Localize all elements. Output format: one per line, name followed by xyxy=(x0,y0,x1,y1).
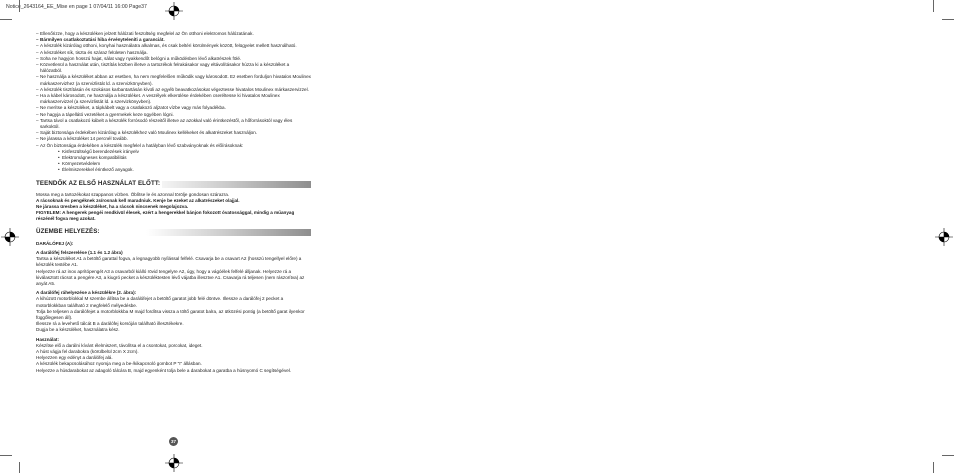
safety-item: – Ne járassa a készüléket 14 percnél tovább. xyxy=(36,136,311,142)
section-heading-setup xyxy=(36,229,311,236)
crop-mark-bottom-left-v xyxy=(19,462,20,473)
first-use-paragraph: FIGYELEM: A hengerek pengéi rendkívül élesek, ezért a hengerekkel bánjon fokozott óvatossággal, mindig a műanyag részénél fogva meg azokat. xyxy=(36,210,295,222)
standard-item: • Kisfeszültségű berendezések irányelv xyxy=(36,149,311,155)
setup-paragraph: A kihúzott motorblokkal M szembe állítsa be a darálófejet a betöltő garatot jobb felé döntve. Illessze a darálófej 2 pecket a motorblokkban található 2 megfelelő mélyedésbe. xyxy=(36,296,284,308)
setup-paragraph: A húst vágja fel darabokra (körülbelül 2cm X 2cm). xyxy=(36,348,139,354)
setup-subheading: A darálófej felszerelése (1.1 és 1.2 ábra) xyxy=(36,249,123,255)
safety-item: – Ha a kábel károsodott, ne használja a készüléket. A veszélyek elkerülése érdekében cseréltesse ki hivatalos Moulinex márkaszervizzel (a szervizlistát ld. a szervizkönyvben). xyxy=(36,93,311,105)
registration-mark-top-center-icon xyxy=(165,2,183,20)
setup-paragraph: Helyezze rá az inox aprítópengét A3 a csavarból kiálló rövid tengelyre A2, úgy, hogy a vágóélek felfelé álljanak. Helyezze rá a kiválasztott rácsot a pengére A3, a kiugró pecket a készüléktesten lévő vájatba illesztve A1. Csavarja rá teljesen (nem rászorítva) az anyát A5. xyxy=(36,268,305,286)
setup-paragraph: Helyezze a húsdarabokat az adagoló tálcára B, majd egyenként tolja bele a darabokat a garatba a húsnyomó C segítségével. xyxy=(36,367,292,373)
setup-subheading: A darálófej ráhelyezése a készülékre (2. ábra): xyxy=(36,290,137,296)
safety-item: – Bármilyen csatlakoztatási hiba érvényteleníti a garanciát. xyxy=(36,37,311,43)
first-use-paragraph: A rácsoknak és pengéknek zsírosnak kell maradniuk. Kenje be ezeket az alkatrészeket olajjal. xyxy=(36,197,240,203)
crop-mark-top-right-h xyxy=(942,19,954,20)
safety-item: – Ne hagyja a tápellátó vezetéket a gyermekek keze ügyében lógni. xyxy=(36,112,311,118)
first-use-body xyxy=(36,192,311,223)
standard-item: • Élelmiszerekkel érintkező anyagok. xyxy=(36,167,311,173)
crop-mark-bottom-right-v xyxy=(933,462,934,473)
setup-paragraph: Tolja be teljesen a darálófejet a motorblokkba M majd fordítsa vissza a töltő garatot balra, az ütközési pontig (a betöltő garat ilyenkor függőlegesen áll). xyxy=(36,308,305,320)
safety-item: – Az Ön biztonsága érdekében a készülék megfelel a hatályban lévő szabványoknak és előírásoknak: xyxy=(36,143,311,149)
setup-paragraph: Dugja be a készüléket, használatra kész. xyxy=(36,327,120,333)
safety-item: – Közvetlenül a használat után, tisztítás közben illetve a tartozékok felrakásakor vagy eltávolításakor húzza ki a készüléket a hálózatból. xyxy=(36,62,311,74)
safety-item: – Soha ne hagyjon hosszú hajat, sálat vagy nyakkendőt belógni a működésben lévő alkatrészek fölé. xyxy=(36,56,311,62)
crop-mark-bottom-right-h xyxy=(942,455,954,456)
setup-paragraph: Készítse elő a darálni kívánt élelmiszert, távolítsa el a csontokat, porcokat, ideget. xyxy=(36,342,203,348)
page-number-badge: 37 xyxy=(170,439,176,444)
safety-item: – Saját biztonsága érdekében kizárólag a készülékhez való Moulinex kellékeket és alkatrészeket használjon. xyxy=(36,130,311,136)
safety-item: – A készülék kizárólag otthoni, konyhai használatra alkalmas, és csak beltéri körülmények között, felügyelet mellett használható. xyxy=(36,43,311,49)
setup-subheading: DARÁLÓFEJ (A): xyxy=(36,240,74,246)
section-heading-label: TEENDŐK AZ ELSŐ HASZNÁLAT ELŐTT: xyxy=(36,179,161,187)
first-use-paragraph: Mossa meg a tartozékokat szappanos vízben. Öblítse le és azonnal törölje gondosan szárazra. xyxy=(36,191,230,197)
registration-mark-right-icon xyxy=(935,228,953,246)
first-use-paragraph: Ne járassa üresben a készüléket, ha a rácsok nincsenek megolajozva. xyxy=(36,204,189,210)
registration-mark-bottom-center-icon xyxy=(165,454,183,472)
setup-paragraph: A készülék bekapcsolásához nyomja meg a be-/kikapcsoló gombot P "I" állásban. xyxy=(36,361,202,367)
crop-mark-top-right-v xyxy=(933,0,934,12)
safety-item: – Ne használja a készüléket abban az esetben, ha nem megfelelően működik vagy károsodott. Ez esetben forduljon hivatalos Moulinex márkaszervizhez (a szervizlistát ld. a szervizkönyvben). xyxy=(36,74,311,86)
standards-list xyxy=(36,149,311,174)
section-heading-label: ÜZEMBE HELYEZÉS: xyxy=(36,227,100,235)
safety-item: – Tartsa távol a csatlakozó kábelt a készülék forrósodó részeitől illetve az azokkal való érintkezéstől, a hőforrásoktól vagy éles sarkoktól. xyxy=(36,118,311,130)
setup-body xyxy=(36,241,311,374)
setup-paragraph: Helyezzen egy edényt a darálófej alá. xyxy=(36,355,113,361)
safety-item: – Ellenőrizze, hogy a készüléken jelzett hálózati feszültség megfelel az Ön otthoni elektromos hálózatának. xyxy=(36,31,311,37)
crop-mark-top-left-h xyxy=(0,19,12,20)
section-heading-first-use xyxy=(36,181,311,188)
crop-mark-top-left-v xyxy=(19,0,20,12)
safety-list xyxy=(36,31,311,149)
safety-item: – A készülék tisztításán és szokásos karbantartásán kívüli az egyéb beavatkozásokat végeztesse hivatalos Moulinex márkaszervizzel. xyxy=(36,87,311,93)
setup-paragraph: Tartsa a készüléket A1 a betöltő garattal fogva, a legnagyobb nyílással felfelé. Csavarja be a csavart A2 (hosszú tengellyel előre) a készülék testébe A1. xyxy=(36,256,302,268)
registration-mark-left-icon xyxy=(1,228,19,246)
crop-mark-bottom-left-h xyxy=(0,455,12,456)
text-column xyxy=(36,31,311,374)
standard-item: • Környezetvédelem xyxy=(36,161,311,167)
setup-paragraph: Illessze rá a levehető tálcát B a darálófej korsóján található illesztékekre. xyxy=(36,321,184,327)
safety-item: – A készüléket sík, tiszta és száraz felületen használja. xyxy=(36,50,311,56)
print-slug: Notice_2643164_EE_Mise en page 1 07/04/11 16:00 Page37 xyxy=(6,4,147,10)
standard-item: • Elektromágneses kompatibilitás xyxy=(36,155,311,161)
setup-subheading: Használat: xyxy=(36,336,59,342)
safety-item: – Ne merítse a készüléket, a tápkábelt vagy a csatlakozó aljzatot vízbe vagy más folyadékba. xyxy=(36,105,311,111)
